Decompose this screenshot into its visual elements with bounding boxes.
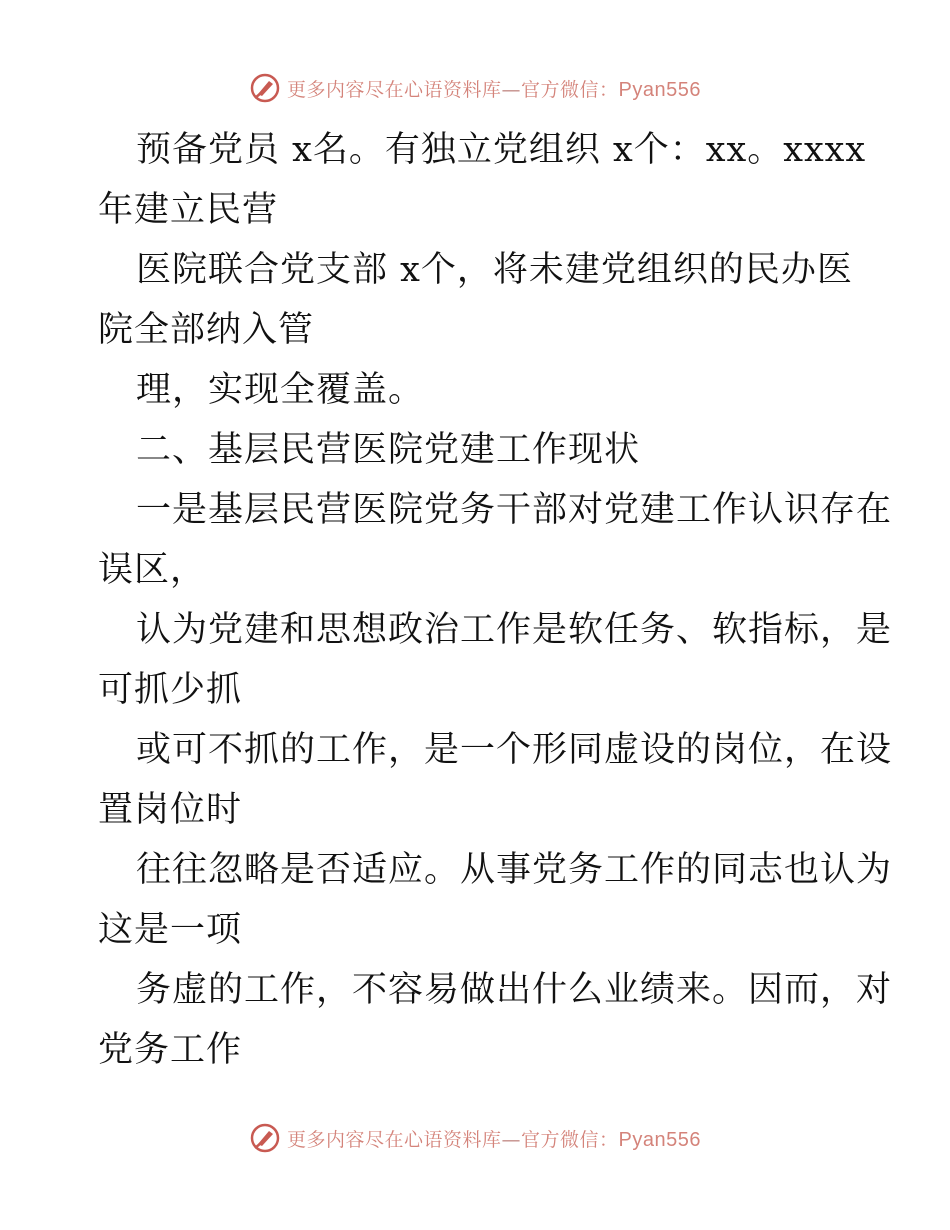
line-continuation: 误区，: [98, 550, 207, 590]
paragraph: [98, 600, 893, 720]
watermark-text: [287, 75, 701, 102]
header-watermark: [0, 72, 950, 104]
line-text: 往往忽略是否适应。从事党务工作的同志也认为: [136, 850, 893, 890]
watermark-separator: —: [501, 78, 522, 101]
line-text: 理，实现全覆盖。: [136, 370, 425, 410]
line-continuation: 可抓少抓: [98, 670, 243, 710]
stamp-logo-icon: [249, 72, 281, 104]
line-continuation: 党务工作: [98, 1030, 243, 1070]
line-continuation: 院全部纳入管: [98, 310, 315, 350]
paragraph: [98, 360, 858, 420]
line-text: 预备党员 x名。有独立党组织 x个：xx。xxxx: [136, 130, 867, 170]
watermark-account: Pyan556: [618, 78, 701, 101]
stamp-logo-icon: [249, 1122, 281, 1154]
line-text: 医院联合党支部 x个，将未建党组织的民办医: [136, 250, 853, 290]
watermark-separator: —: [501, 1128, 522, 1151]
watermark-brand: 更多内容尽在心语资料库: [287, 1128, 502, 1151]
watermark-text: [287, 1125, 701, 1152]
line-text: 务虚的工作，不容易做出什么业绩来。因而，对: [136, 970, 893, 1010]
line-continuation: 年建立民营: [98, 190, 279, 230]
line-continuation: 这是一项: [98, 910, 243, 950]
line-continuation: 置岗位时: [98, 790, 243, 830]
line-text: 认为党建和思想政治工作是软任务、软指标，是: [136, 610, 893, 650]
paragraph: [98, 480, 893, 600]
line-text: 或可不抓的工作，是一个形同虚设的岗位，在设: [136, 730, 893, 770]
watermark-account: Pyan556: [618, 1128, 701, 1151]
paragraph: [98, 720, 893, 840]
footer-watermark: [0, 1122, 950, 1154]
section-heading: [98, 420, 858, 480]
paragraph: [98, 840, 893, 960]
paragraph: [98, 120, 867, 240]
watermark-brand: 更多内容尽在心语资料库: [287, 78, 502, 101]
watermark-label: 官方微信：: [521, 1128, 619, 1151]
paragraph: [98, 960, 893, 1080]
document-body: [98, 120, 893, 1080]
watermark-label: 官方微信：: [521, 78, 619, 101]
paragraph: [98, 240, 858, 360]
line-text: 一是基层民营医院党务干部对党建工作认识存在: [136, 490, 893, 530]
heading-text: 二、基层民营医院党建工作现状: [136, 430, 641, 470]
